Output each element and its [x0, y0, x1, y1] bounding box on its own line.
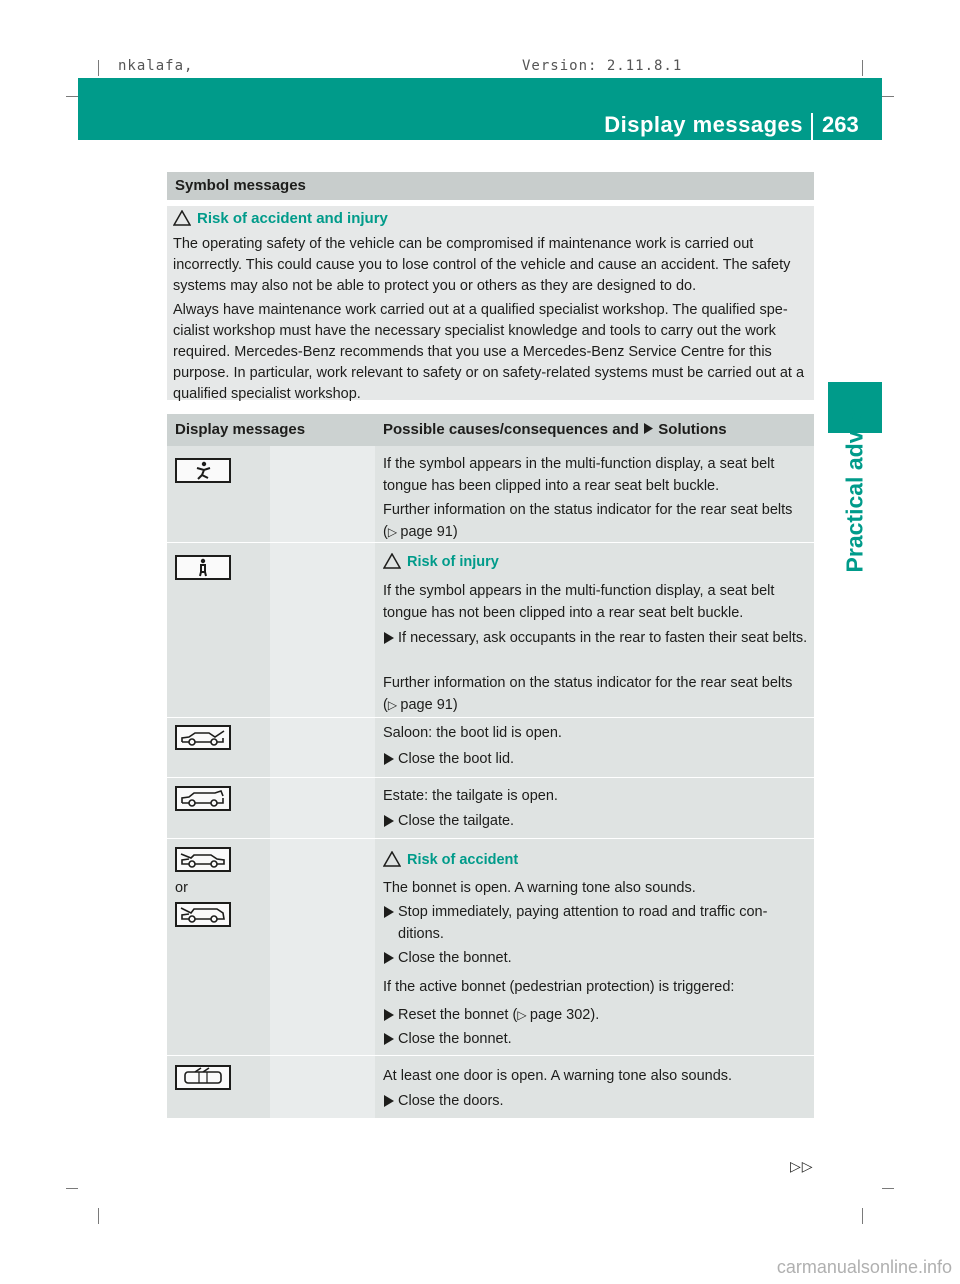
table-row: [167, 839, 814, 1056]
section-title: Symbol messages: [175, 177, 306, 194]
crop-mark: [98, 60, 99, 76]
table-row: [167, 543, 814, 718]
saloon-boot-open-icon: [175, 725, 231, 750]
step-arrow-icon: [383, 752, 395, 766]
door-open-icon: [175, 1065, 231, 1090]
col-header-solutions-text: Solutions: [658, 421, 727, 438]
table-row: [167, 446, 814, 543]
print-meta-right: Version: 2.11.8.1: [522, 58, 683, 74]
table-header: [167, 414, 814, 446]
step-arrow-icon: [383, 951, 395, 965]
section-heading: [167, 172, 814, 200]
seat-belt-unbuckled-icon: [175, 555, 231, 580]
bonnet-open-estate-icon: [175, 902, 231, 927]
warning-title-text: Risk of accident and injury: [197, 210, 388, 227]
row-step: If necessary, ask occupants in the rear to fasten their seat belts.: [383, 627, 810, 649]
step-arrow-icon: [383, 1008, 395, 1022]
step-arrow-icon: [383, 814, 395, 828]
row-text: Estate: the tailgate is open.: [383, 788, 558, 804]
warning-triangle-icon: [173, 210, 191, 226]
row-step: Stop immediately, paying attention to road and traffic con-ditions.: [383, 901, 810, 945]
row-step: Close the bonnet.: [383, 1028, 810, 1050]
chapter-label: Practical advice: [841, 398, 868, 573]
page-title: Display messages: [604, 112, 803, 137]
step-arrow-icon: [383, 1094, 395, 1108]
step-arrow-icon: [383, 631, 395, 645]
warning-triangle-icon: [383, 553, 401, 569]
table-row: [167, 1056, 814, 1118]
header-separator: [811, 113, 813, 140]
crop-mark: [66, 1188, 78, 1189]
row-step: Close the doors.: [383, 1090, 810, 1112]
table-row: [167, 778, 814, 839]
row-text: Further information on the status indicator for the rear seat belts (▷ page 91): [383, 675, 793, 713]
warning-title: [173, 210, 388, 227]
crop-mark: [882, 96, 894, 97]
crop-mark: [862, 1208, 863, 1224]
row-warning-title: Risk of accident: [383, 851, 518, 868]
warning-paragraph-1: The operating safety of the vehicle can be compromised if maintenance work is carried out incorrectly. This could cause you to lose control of the vehicle and cause an accident. The safety systems may also not be able to protect you or others as they are designed to do.: [173, 236, 791, 294]
warning-paragraph-2: Always have maintenance work carried out at a qualified specialist workshop. The qualified spe-cialist workshop must have the necessary specialist knowledge and tools to carry out the work required. Mercedes-Benz recommends that you use a Mercedes-Benz Service Centre for this purpose. In particular, work relevant to safety or on safety-related systems must be carried out at a qualified specialist workshop.: [173, 302, 805, 402]
page-reference-link[interactable]: page 91: [400, 697, 453, 713]
row-text: Saloon: the boot lid is open.: [383, 725, 562, 741]
step-arrow-icon: [383, 1032, 395, 1046]
row-text: At least one door is open. A warning tone also sounds.: [383, 1068, 733, 1084]
page-reference-link[interactable]: page 302: [529, 1007, 591, 1023]
row-text: If the active bonnet (pedestrian protection) is triggered:: [383, 979, 735, 995]
crop-mark: [98, 1208, 99, 1224]
or-text: or: [175, 880, 188, 896]
row-step: Close the boot lid.: [383, 748, 810, 770]
estate-tailgate-open-icon: [175, 786, 231, 811]
crop-mark: [66, 96, 78, 97]
page-reference-link[interactable]: page 91: [400, 524, 453, 540]
row-step: Close the bonnet.: [383, 947, 810, 969]
table-row: [167, 718, 814, 778]
row-text: If the symbol appears in the multi-function display, a seat belt tongue has not been clipped into a rear seat belt buckle.: [383, 583, 775, 621]
col-header-causes: [383, 421, 727, 438]
crop-mark: [862, 60, 863, 76]
print-meta-left: nkalafa,: [118, 58, 194, 74]
bonnet-open-icon: [175, 847, 231, 872]
row-step: Close the tailgate.: [383, 810, 810, 832]
col-header-causes-text: Possible causes/consequences and: [383, 421, 639, 438]
step-arrow-icon: [383, 905, 395, 919]
seat-belt-buckled-icon: [175, 458, 231, 483]
row-warning-title: Risk of injury: [383, 553, 499, 570]
footer-watermark: carmanualsonline.info: [776, 1257, 952, 1277]
row-text: Further information on the status indicator for the rear seat belts (▷ page 91): [383, 502, 793, 540]
arrow-icon: [643, 422, 654, 435]
continue-mark: ▷▷: [790, 1158, 814, 1174]
warning-box: [167, 206, 814, 400]
warning-triangle-icon: [383, 851, 401, 867]
row-text: The bonnet is open. A warning tone also sounds.: [383, 880, 696, 896]
page-number: 263: [822, 112, 859, 137]
row-step: Reset the bonnet (▷ page 302).: [383, 1004, 810, 1026]
col-header-display-messages: Display messages: [175, 421, 306, 438]
crop-mark: [882, 1188, 894, 1189]
row-text: If the symbol appears in the multi-function display, a seat belt tongue has been clipped into a rear seat belt buckle.: [383, 456, 775, 494]
